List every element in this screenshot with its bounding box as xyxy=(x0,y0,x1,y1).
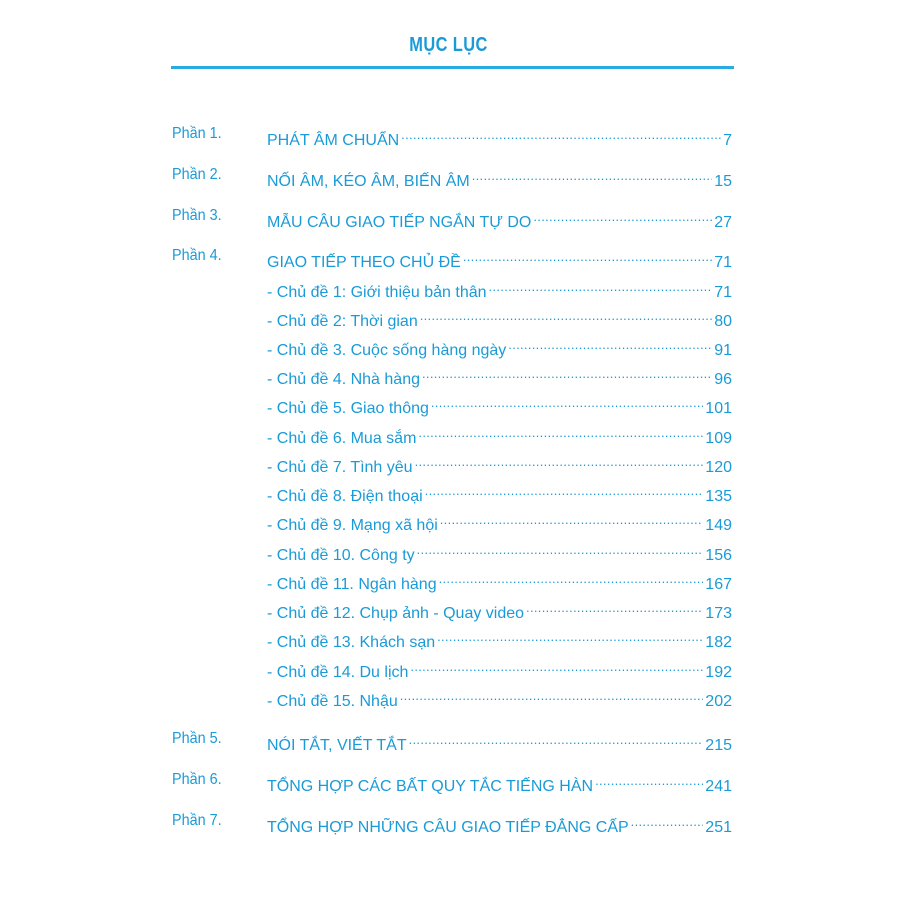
page-number: 71 xyxy=(714,284,732,301)
dot-leader xyxy=(420,304,712,326)
topic-title: - Chủ đề 6. Mua sắm xyxy=(267,430,417,447)
toc-topic-15[interactable] xyxy=(172,684,732,710)
page-number: 202 xyxy=(705,693,732,710)
dot-leader xyxy=(418,421,703,443)
dot-leader xyxy=(440,508,704,530)
part-title: GIAO TIẾP THEO CHỦ ĐỀ xyxy=(267,254,461,271)
toc-topic-8[interactable] xyxy=(172,479,732,505)
dot-leader xyxy=(472,164,713,186)
page-number: 192 xyxy=(705,664,732,681)
topic-title: - Chủ đề 13. Khách sạn xyxy=(267,634,436,651)
toc-topic-2[interactable] xyxy=(172,304,732,330)
dot-leader xyxy=(489,275,713,297)
dot-leader xyxy=(409,728,704,750)
dot-leader xyxy=(533,205,712,227)
part-title: NỐI ÂM, KÉO ÂM, BIẾN ÂM xyxy=(267,173,470,190)
toc-part-1[interactable] xyxy=(172,123,732,149)
page-number: 182 xyxy=(705,634,732,651)
dot-leader xyxy=(410,655,703,677)
topic-title: - Chủ đề 14. Du lịch xyxy=(267,664,409,681)
page-number: 167 xyxy=(705,576,732,593)
title-underline xyxy=(171,66,734,69)
toc-topic-5[interactable] xyxy=(172,391,732,417)
toc-topic-1[interactable] xyxy=(172,275,732,301)
page-number: 120 xyxy=(705,459,732,476)
dot-leader xyxy=(415,450,704,472)
dot-leader xyxy=(431,391,703,413)
toc-topic-10[interactable] xyxy=(172,538,732,564)
topic-title: - Chủ đề 9. Mạng xã hội xyxy=(267,517,438,534)
toc-part-3[interactable] xyxy=(172,205,732,231)
part-title: TỔNG HỢP NHỮNG CÂU GIAO TIẾP ĐẲNG CẤP xyxy=(267,819,629,836)
page-number: 15 xyxy=(714,173,732,190)
page-number: 173 xyxy=(705,605,732,622)
dot-leader xyxy=(439,567,704,589)
topic-title: - Chủ đề 15. Nhậu xyxy=(267,693,398,710)
topic-title: - Chủ đề 12. Chụp ảnh - Quay video xyxy=(267,605,525,622)
part-title: TỔNG HỢP CÁC BẤT QUY TẮC TIẾNG HÀN xyxy=(267,778,594,795)
dot-leader xyxy=(422,362,712,384)
dot-leader xyxy=(631,810,704,832)
toc-topic-11[interactable] xyxy=(172,567,732,593)
toc-part-4[interactable] xyxy=(172,245,732,271)
toc-topic-13[interactable] xyxy=(172,625,732,651)
page-number: 101 xyxy=(705,400,732,417)
part-label: Phần 7. xyxy=(172,812,222,829)
page-number: 109 xyxy=(705,430,732,447)
toc-topic-4[interactable] xyxy=(172,362,732,388)
topic-title: - Chủ đề 10. Công ty xyxy=(267,547,415,564)
toc-part-6[interactable] xyxy=(172,769,732,795)
page-number: 149 xyxy=(705,517,732,534)
dot-leader xyxy=(508,333,712,355)
page-number: 251 xyxy=(705,819,732,836)
page-number: 80 xyxy=(714,313,732,330)
dot-leader xyxy=(463,245,712,267)
topic-title: - Chủ đề 7. Tình yêu xyxy=(267,459,413,476)
toc-topic-14[interactable] xyxy=(172,655,732,681)
toc-topic-9[interactable] xyxy=(172,508,732,534)
dot-leader xyxy=(401,123,721,145)
toc-topic-7[interactable] xyxy=(172,450,732,476)
page-title: MỤC LỤC xyxy=(409,34,488,56)
page-number: 215 xyxy=(705,737,732,754)
dot-leader xyxy=(437,625,703,647)
toc-part-2[interactable] xyxy=(172,164,732,190)
part-label: Phần 5. xyxy=(172,730,222,747)
topic-title: - Chủ đề 5. Giao thông xyxy=(267,400,429,417)
toc-topic-12[interactable] xyxy=(172,596,732,622)
page-number: 135 xyxy=(705,488,732,505)
page-number: 96 xyxy=(714,371,732,388)
topic-title: - Chủ đề 4. Nhà hàng xyxy=(267,371,420,388)
part-title: MẪU CÂU GIAO TIẾP NGẮN TỰ DO xyxy=(267,214,532,231)
dot-leader xyxy=(425,479,704,501)
dot-leader xyxy=(400,684,704,706)
part-label: Phần 1. xyxy=(172,125,222,142)
dot-leader xyxy=(595,769,703,791)
page-number: 156 xyxy=(705,547,732,564)
page-number: 91 xyxy=(714,342,732,359)
part-title: PHÁT ÂM CHUẨN xyxy=(267,132,400,149)
part-label: Phần 2. xyxy=(172,166,222,183)
topic-title: - Chủ đề 1: Giới thiệu bản thân xyxy=(267,284,487,301)
dot-leader xyxy=(417,538,704,560)
toc-part-5[interactable] xyxy=(172,728,732,754)
topic-title: - Chủ đề 2: Thời gian xyxy=(267,313,418,330)
toc-topic-6[interactable] xyxy=(172,421,732,447)
part-title: NÓI TẮT, VIẾT TẮT xyxy=(267,737,407,754)
topic-title: - Chủ đề 11. Ngân hàng xyxy=(267,576,437,593)
page-number: 71 xyxy=(714,254,732,271)
part-label: Phần 6. xyxy=(172,771,222,788)
topic-title: - Chủ đề 8. Điện thoại xyxy=(267,488,423,505)
toc-topic-3[interactable] xyxy=(172,333,732,359)
page-number: 7 xyxy=(723,132,732,149)
page-number: 27 xyxy=(714,214,732,231)
part-label: Phần 4. xyxy=(172,247,222,264)
page-number: 241 xyxy=(705,778,732,795)
part-label: Phần 3. xyxy=(172,207,222,224)
toc-part-7[interactable] xyxy=(172,810,732,836)
topic-title: - Chủ đề 3. Cuộc sống hàng ngày xyxy=(267,342,507,359)
dot-leader xyxy=(526,596,703,618)
